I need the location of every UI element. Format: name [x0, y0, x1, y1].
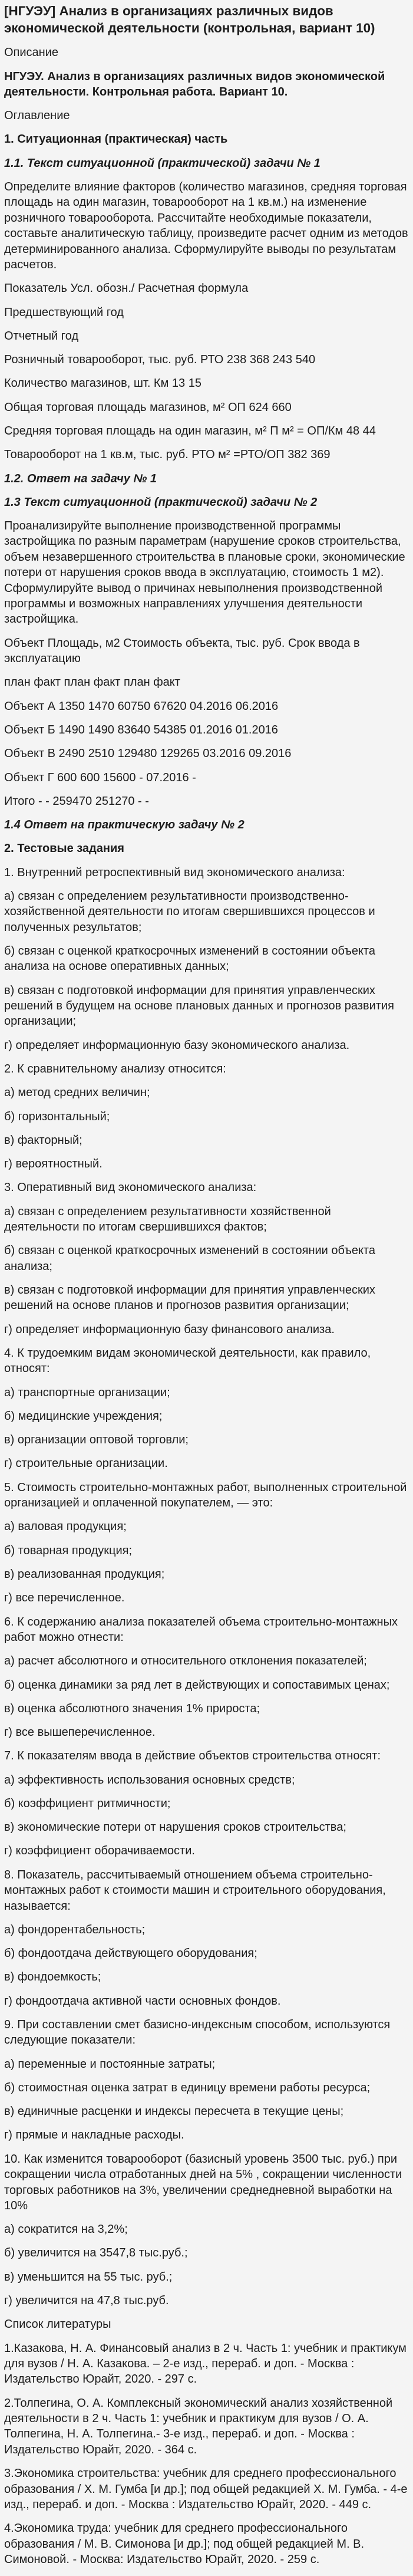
tests-section	[4, 841, 409, 2308]
test-question: 7. К показателям ввода в действие объектов строительства относят:	[4, 1749, 381, 1763]
answer-option: а) связан с определением результативности хозяйственной деятельности по итогам свершившихся фактов;	[4, 1205, 331, 1234]
answer-option: г) увеличится на 47,8 тыс.руб.	[4, 2294, 169, 2308]
task-1-table	[4, 281, 409, 462]
answer-option: а) фондорентабельность;	[4, 1923, 146, 1936]
answer-option: б) увеличится на 3547,8 тыс.руб.;	[4, 2246, 188, 2260]
answer-option: б) фондоотдача действующего оборудования;	[4, 1947, 257, 1960]
answer-heading: 1.4 Ответ на практическую задачу № 2	[4, 818, 245, 832]
test-question: 5. Стоимость строительно-монтажных работ, выполненных строительной организацией и оплаченной покупателем, — это:	[4, 1481, 407, 1510]
table-line: Объект Б 1490 1490 83640 54385 01.2016 01.2016	[4, 723, 278, 736]
answer-option: г) определяет информационную базу финансового анализа.	[4, 1322, 335, 1336]
answer-option: б) стоимостная оценка затрат в единицу времени работы ресурса;	[4, 2081, 371, 2094]
page-title: [НГУЭУ] Анализ в организациях различных видов экономической деятельности (контрольная, вариант 10)	[4, 4, 375, 35]
answer-option: г) фондоотдача активной части основных фондов.	[4, 1994, 281, 2008]
test-question: 3. Оперативный вид экономического анализа:	[4, 1181, 257, 1195]
answer-option: б) медицинские учреждения;	[4, 1409, 163, 1423]
answer-option: в) фондоемкость;	[4, 1970, 101, 1984]
answer-option: б) связан с оценкой краткосрочных изменений в состоянии объекта анализа на основе оперативных данных;	[4, 944, 375, 973]
answer-option: а) переменные и постоянные затраты;	[4, 2057, 216, 2071]
answer-option: а) метод средних величин;	[4, 1086, 150, 1100]
test-question-block	[4, 1061, 409, 1172]
answer-option: а) расчет абсолютного и относительного отклонения показателей;	[4, 1654, 367, 1668]
table-line: Общая торговая площадь магазинов, м² ОП 624 660	[4, 400, 292, 414]
test-question: 10. Как изменится товарооборот (базисный уровень 3500 тыс. руб.) при сокращении числа отработанных дней на 5% , сокращении численности торговых работников на 3%, увеличении среднедневной выработки на 10%	[4, 2152, 402, 2212]
table-line: Количество магазинов, шт. Км 13 15	[4, 377, 201, 390]
answer-option: в) реализованная продукция;	[4, 1568, 165, 1581]
test-question-block	[4, 1867, 409, 2009]
answer-option: в) факторный;	[4, 1133, 82, 1147]
situational-part	[4, 131, 409, 833]
table-line: Розничный товарооборот, тыс. руб. РТО 238 368 243 540	[4, 353, 316, 367]
table-line: Итого - - 259470 251270 - -	[4, 794, 149, 808]
task-2-table	[4, 636, 409, 809]
answer-option: а) эффективность использования основных средств;	[4, 1773, 295, 1787]
answer-option: г) определяет информационную базу экономического анализа.	[4, 1038, 350, 1052]
answer-option: в) уменьшится на 55 тыс. руб.;	[4, 2270, 173, 2284]
table-line: Товарооборот на 1 кв.м, тыс. руб. РТО м² =РТО/ОП 382 369	[4, 448, 331, 462]
table-line: Средняя торговая площадь на один магазин, м² П м² = ОП/Км 48 44	[4, 424, 376, 437]
toc-label: Оглавление	[4, 109, 70, 123]
test-questions	[4, 865, 409, 2309]
test-question: 8. Показатель, рассчитываемый отношением объема строительно-монтажных работ к стоимости машин и строительного оборудования, называется:	[4, 1868, 386, 1913]
task-heading: 1.1. Текст ситуационной (практической) задачи № 1	[4, 156, 321, 170]
section-heading: 1. Ситуационная (практическая) часть	[4, 133, 228, 146]
test-question: 4. К трудоемким видам экономической деятельности, как правило, относят:	[4, 1346, 371, 1376]
test-question-block	[4, 2151, 409, 2309]
answer-option: в) связан с подготовкой информации для принятия управленческих решений в будущем на основе плановых данных и прогнозов развития организации;	[4, 983, 394, 1028]
table-line: Объект Площадь, м2 Стоимость объекта, тыс. руб. Срок ввода в эксплуатацию	[4, 636, 360, 666]
answer-option: в) экономические потери от нарушения сроков строительства;	[4, 1821, 346, 1834]
section-heading: 2. Тестовые задания	[4, 842, 124, 856]
test-question: 2. К сравнительному анализу относится:	[4, 1062, 226, 1075]
answer-option: г) строительные организации.	[4, 1457, 168, 1470]
table-line: Объект В 2490 2510 129480 129265 03.2016 09.2016	[4, 747, 292, 761]
task-2	[4, 495, 409, 833]
table-line: Предшествующий год	[4, 305, 124, 319]
answer-option: б) оценка динамики за ряд лет в действующих и сопоставимых ценах;	[4, 1678, 390, 1692]
answer-option: г) все перечисленное.	[4, 1591, 125, 1605]
test-question-block	[4, 2017, 409, 2143]
description-text: НГУЭУ. Анализ в организациях различных видов экономической деятельности. Контрольная работа. Вариант 10.	[4, 70, 385, 98]
literature-heading: Список литературы	[4, 2318, 111, 2331]
table-line: план факт план факт план факт	[4, 676, 180, 689]
literature-item: 1.Казакова, Н. А. Финансовый анализ в 2 ч. Часть 1: учебник и практикум для вузов / Н. А. Казакова. – 2-е изд., перераб. и доп. - Москва : Издательство Юрайт, 2020. - 297 с.	[4, 2341, 407, 2386]
task-text: Проанализируйте выполнение производственной программы застройщика по разным параметрам (нарушение сроков строительства, объем незавершенного строительства в плановые сроки, экономические потери от нарушения сроков ввода в эксплуатацию, стоимость 1 м2). Сформулируйте вывод о причинах невыполнения производственной программы и возможных направлениях улучшения деятельности застройщика.	[4, 519, 405, 626]
test-question: 6. К содержанию анализа показателей объема строительно-монтажных работ можно отнести:	[4, 1615, 398, 1644]
description-label: Описание	[4, 46, 59, 60]
answer-option: в) связан с подготовкой информации для принятия управленческих решений на основе планов и прогнозов развития организации;	[4, 1284, 375, 1312]
table-line: Объект А 1350 1470 60750 67620 04.2016 06.2016	[4, 699, 279, 713]
answer-option: а) связан с определением результативности производственно-хозяйственной деятельности по итогам свершившихся процессов и полученных результатов;	[4, 889, 375, 934]
test-question-block	[4, 1614, 409, 1741]
answer-option: а) сократится на 3,2%;	[4, 2223, 128, 2236]
answer-option: б) товарная продукция;	[4, 1544, 133, 1557]
answer-option: г) коэффициент оборачиваемости.	[4, 1844, 195, 1858]
literature-list	[4, 2341, 409, 2568]
answer-option: б) связан с оценкой краткосрочных изменений в состоянии объекта анализа;	[4, 1244, 375, 1273]
answer-option: г) все вышеперечисленное.	[4, 1726, 156, 1739]
test-question-block	[4, 1480, 409, 1606]
answer-option: г) вероятностный.	[4, 1157, 103, 1171]
answer-heading: 1.2. Ответ на задачу № 1	[4, 472, 157, 485]
literature-section	[4, 2317, 409, 2567]
task-text: Определите влияние факторов (количество магазинов, средняя торговая площадь на один магазин, товарооборот на 1 кв.м.) на изменение розничного товарооборота. Рассчитайте необходимые показатели, составьте аналитическую таблицу, произведите расчет одним из методов детерминированного анализа. Сформулируйте выводы по результатам расчетов.	[4, 180, 408, 271]
test-question-block	[4, 1345, 409, 1472]
test-question-block	[4, 865, 409, 1053]
test-question: 9. При составлении смет базисно-индексным способом, используются следующие показатели:	[4, 2018, 391, 2047]
table-line: Объект Г 600 600 15600 - 07.2016 -	[4, 771, 196, 784]
test-question-block	[4, 1748, 409, 1859]
literature-item: 4.Экономика труда: учебник для среднего профессионального образования / М. В. Симонова [и др.]; под общей редакцией М. В. Симоновой. - Москва: Издательство Юрайт, 2020. - 259 с.	[4, 2522, 365, 2566]
answer-option: б) коэффициент ритмичности;	[4, 1797, 171, 1810]
answer-option: а) транспортные организации;	[4, 1386, 170, 1399]
table-line: Показатель Усл. обозн./ Расчетная формула	[4, 282, 249, 295]
answer-option: б) горизонтальный;	[4, 1110, 110, 1123]
answer-option: а) валовая продукция;	[4, 1520, 127, 1534]
answer-option: в) оценка абсолютного значения 1% прироста;	[4, 1702, 260, 1715]
test-question: 1. Внутренний ретроспективный вид экономического анализа:	[4, 866, 345, 879]
answer-option: в) единичные расценки и индексы пересчета в текущие цены;	[4, 2105, 344, 2118]
table-line: Отчетный год	[4, 329, 79, 343]
literature-item: 3.Экономика строительства: учебник для среднего профессионального образования / Х. М. Гумба [и др.]; под общей редакцией Х. М. Гумба. - 4-е изд., перераб. и доп. - Москва : Издательство Юрайт, 2020. - 449 с.	[4, 2467, 408, 2511]
literature-item: 2.Толпегина, О. А. Комплексный экономический анализ хозяйственной деятельности в 2 ч. Часть 1: учебник и практикум для вузов / О. А. Толпегина, Н. А. Толпегина.- 3-е изд., перераб. и доп. - Москва : Издательство Юрайт, 2020. - 364 с.	[4, 2396, 393, 2456]
task-1	[4, 156, 409, 486]
test-question-block	[4, 1180, 409, 1337]
answer-option: в) организации оптовой торговли;	[4, 1433, 189, 1447]
task-heading: 1.3 Текст ситуационной (практической) задачи № 2	[4, 495, 318, 509]
answer-option: г) прямые и накладные расходы.	[4, 2128, 184, 2142]
